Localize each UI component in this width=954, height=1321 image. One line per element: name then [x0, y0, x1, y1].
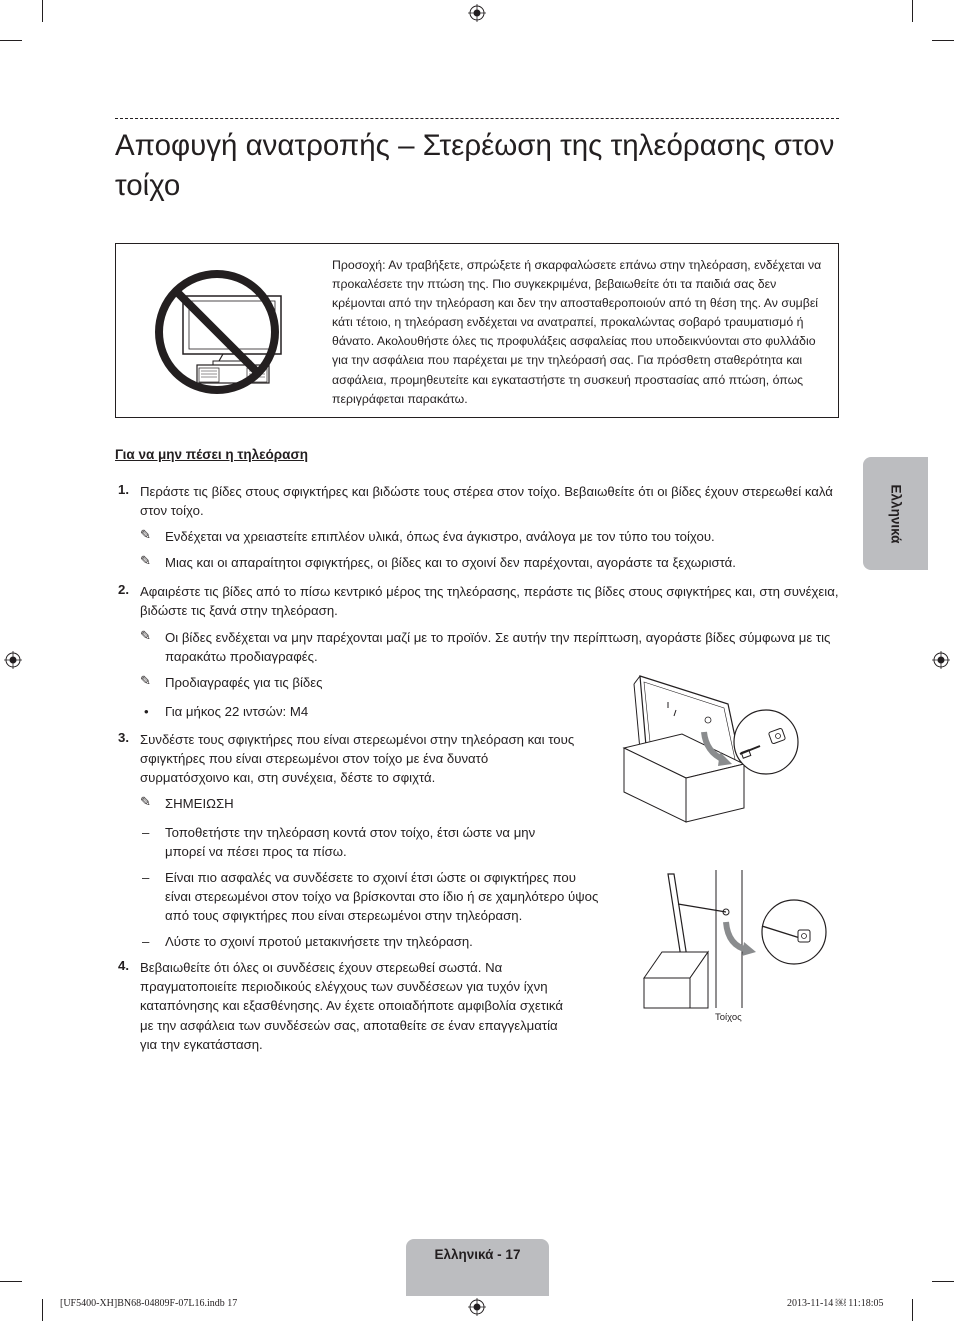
title-rule	[115, 118, 839, 119]
crop-mark-bottom-left-v	[42, 1299, 43, 1321]
prohibition-icon	[153, 266, 285, 398]
crop-mark-bottom-right-h	[932, 1281, 954, 1282]
step-1-number: 1.	[118, 482, 129, 497]
note-heading: ΣΗΜΕΙΩΣΗ	[165, 796, 234, 811]
step-4-number: 4.	[118, 958, 129, 973]
note-dash-3: Λύστε το σχοινί προτού μετακινήσετε την τηλεόραση.	[165, 934, 473, 949]
registration-mark-icon	[4, 651, 22, 669]
registration-mark-icon	[932, 651, 950, 669]
pencil-note-icon: ✎	[140, 794, 151, 809]
dash-marker: –	[142, 934, 150, 949]
step-3-number: 3.	[118, 730, 129, 745]
crop-mark-bottom-left-h	[0, 1281, 22, 1282]
step-2-number: 2.	[118, 582, 129, 597]
step-1-note-1: Ενδέχεται να χρειαστείτε επιπλέον υλικά, όπως ένα άγκιστρο, ανάλογα με τον τύπο του τοίχου.	[165, 529, 715, 544]
bullet-dot: •	[144, 704, 149, 719]
crop-mark-top-right-h	[932, 40, 954, 41]
step-2-note-1: Οι βίδες ενδέχεται να μην παρέχονται μαζί με το προϊόν. Σε αυτήν την περίπτωση, αγοράστε βίδες σύμφωνα με τις παρακάτω προδιαγραφές.	[165, 630, 831, 665]
dash-marker: –	[142, 870, 150, 885]
step-1-note-2: Μιας και οι απαραίτητοι σφιγκτήρες, οι βίδες και το σχοινί δεν παρέχονται, αγοράστε τα ξεχωριστά.	[165, 555, 736, 570]
crop-mark-top-left-v	[42, 0, 43, 22]
wall-cable-illustration	[630, 866, 830, 1010]
step-1-text: Περάστε τις βίδες στους σφιγκτήρες και βιδώστε τους στέρεα στον τοίχο. Βεβαιωθείτε ότι οι βίδες έχουν στερεωθεί καλά στον τοίχο.	[140, 484, 833, 519]
note-dash-2: Είναι πιο ασφαλές να συνδέσετε το σχοινί έτσι ώστε οι σφιγκτήρες που είναι στερεωμένοι στον τοίχο να βρίσκονται στο ίδιο ή σε χαμηλότερο ύψος από τους σφιγκτήρες που είναι στερεωμένοι στην τηλεόραση.	[165, 870, 599, 924]
note-dash-1: Τοποθετήστε την τηλεόραση κοντά στον τοίχο, έτσι ώστε να μην μπορεί να πέσει προς τα πίσω.	[165, 825, 536, 860]
crop-mark-top-left-h	[0, 40, 22, 41]
pencil-note-icon: ✎	[140, 553, 151, 568]
wall-caption: Τοίχος	[715, 1012, 742, 1023]
registration-mark-icon	[468, 1298, 486, 1316]
pencil-note-icon: ✎	[140, 673, 151, 688]
page-title: Αποφυγή ανατροπής – Στερέωση της τηλεόρασης στον τοίχο	[115, 129, 835, 202]
dash-marker: –	[142, 825, 150, 840]
page-number-label: Ελληνικά - 17	[434, 1247, 521, 1262]
crop-mark-bottom-right-v	[912, 1299, 913, 1321]
pencil-note-icon: ✎	[140, 527, 151, 542]
footer-timestamp: 2013-11-14 ￼ 11:18:05	[787, 1298, 884, 1309]
language-side-tab	[863, 457, 928, 570]
tv-bracket-illustration	[620, 672, 810, 824]
footer-file-info: [UF5400-XH]BN68-04809F-07L16.indb 17	[60, 1298, 238, 1309]
section-heading: Για να μην πέσει η τηλεόραση	[115, 447, 308, 462]
registration-mark-icon	[468, 4, 486, 22]
step-2-note-2: Προδιαγραφές για τις βίδες	[165, 675, 323, 690]
screw-spec-bullet: Για μήκος 22 ιντσών: M4	[165, 704, 309, 719]
caution-text: Προσοχή: Αν τραβήξετε, σπρώξετε ή σκαρφαλώσετε επάνω στην τηλεόραση, ενδέχεται να προκαλέσετε την πτώση της. Πιο συγκεκριμένα, βεβαιωθείτε ότι τα παιδιά σας δεν κρέμονται από την τηλεόραση και δεν την αποσταθεροποιούν από τη θέση της. Αν συμβεί κάτι τέτοιο, η τηλεόραση ενδέχεται να ανατραπεί, προκαλώντας σοβαρό τραυματισμό ή θάνατο. Ακολουθήστε όλες τις προφυλάξεις ασφαλείας που υποδεικνύονται στο φυλλάδιο για την ασφάλεια που παρέχεται με την τηλεόρασή σας. Για πρόσθετη σταθερότητα και ασφάλεια, προμηθευτείτε και εγκαταστήστε τη συσκευή προστασίας από πτώση, όπως περιγράφεται παρακάτω.	[332, 258, 822, 406]
crop-mark-top-right-v	[912, 0, 913, 22]
language-side-tab-label: Ελληνικά	[888, 484, 903, 543]
step-3-text: Συνδέστε τους σφιγκτήρες που είναι στερεωμένοι στην τηλεόραση και τους σφιγκτήρες που είναι στερεωμένοι στον τοίχο με ένα δυνατό συρματόσχοινο και, στη συνέχεια, δέστε το σφιχτά.	[140, 732, 575, 786]
step-2-text: Αφαιρέστε τις βίδες από το πίσω κεντρικό μέρος της τηλεόρασης, περάστε τις βίδες στους σφιγκτήρες και, στη συνέχεια, βιδώστε τις ξανά στην τηλεόραση.	[140, 584, 839, 619]
page-number-tab	[406, 1239, 549, 1296]
step-4-text: Βεβαιωθείτε ότι όλες οι συνδέσεις έχουν στερεωθεί σωστά. Να πραγματοποιείτε περιοδικούς ελέγχους των συνδέσεων για τυχόν ίχνη καταπόνησης και εξασθένησης. Αν έχετε οποιαδήποτε αμφιβολία σχετικά με την ασφάλεια των συνδέσεών σας, αποταθείτε σε έναν επαγγελματία για την εγκατάσταση.	[140, 960, 563, 1052]
pencil-note-icon: ✎	[140, 628, 151, 643]
